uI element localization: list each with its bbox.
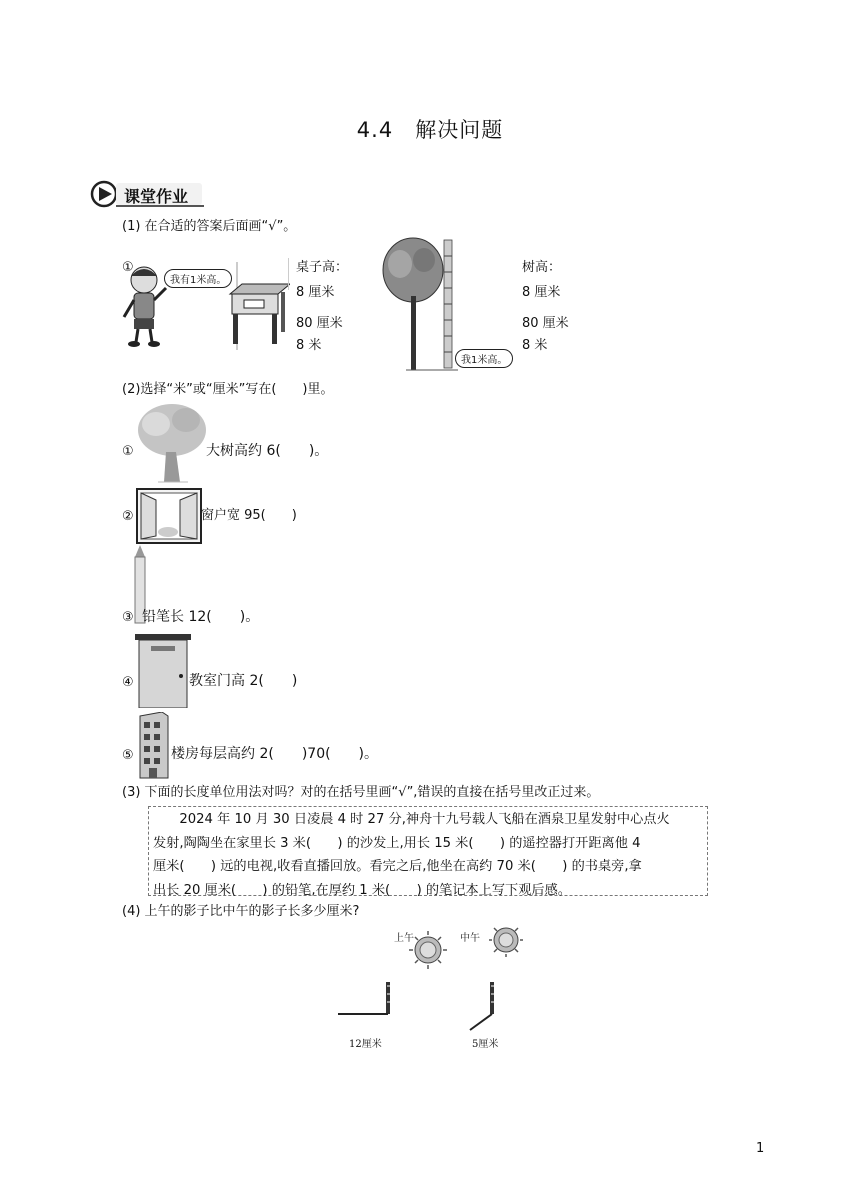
tree-option[interactable]: 8 米 [522,338,548,353]
q2-marker: ① [122,444,134,459]
q3-passage-line: 出长 20 厘米( ) 的铅笔,在厚约 1 米( ) 的笔记本上写下观后感。 [153,882,571,898]
q2-item-text: 大树高约 6( )。 [206,443,329,459]
q3-instruction: (3) 下面的长度单位用法对吗？对的在括号里画“√”,错误的直接在括号里改正过来。 [122,785,600,800]
q2-marker: ② [122,509,134,524]
tree-option[interactable]: 8 厘米 [522,285,561,300]
section-banner [90,180,210,210]
door-icon [135,634,191,708]
q2-item-text: 铅笔长 12( )。 [142,609,260,625]
q2-item-text: 窗户宽 95( ) [201,508,297,523]
q2-item-text: 教室门高 2( ) [189,673,298,689]
tree-icon [136,402,208,484]
tree-label: 树高： [522,260,562,275]
desk-option[interactable]: 8 厘米 [296,285,335,300]
q3-passage-box [148,806,708,896]
desk-illustration [228,282,290,348]
q1-marker: ① [122,260,134,275]
q2-item-text: 楼房每层高约 2( )70( )。 [171,746,379,762]
desk-label: 桌子高： [296,260,349,275]
building-icon [136,712,172,780]
page-number: 1 [756,1141,765,1156]
page-title: 4.4 解决问题 [356,118,504,142]
q1-instruction: (1) 在合适的答案后面画“√”。 [122,219,297,234]
q2-marker: ④ [122,675,134,690]
noon-shadow-length: 5厘米 [472,1039,499,1050]
boy-speech-bubble: 我有1米高。 [164,269,232,288]
section-label: 课堂作业 [124,187,189,206]
window-icon [136,488,202,544]
sun-icon [409,931,447,969]
q3-passage-line: 发射,陶陶坐在家里长 3 米( ) 的沙发上,用长 15 米( ) 的遥控器打开距离他 4 [153,835,641,851]
noon-label: 中午 [460,933,480,944]
desk-option[interactable]: 80 厘米 [296,316,343,331]
desk-option[interactable]: 8 米 [296,338,322,353]
morning-shadow-length: 12厘米 [349,1039,382,1050]
q2-marker: ⑤ [122,748,134,763]
q3-passage-line: 厘米( ) 远的电视,收看直播回放。看完之后,他坐在高约 70 米( ) 的书桌旁,拿 [153,859,642,874]
sun-icon [489,926,523,957]
q3-passage-line: 2024 年 10 月 30 日凌晨 4 时 27 分,神舟十九号载人飞船在酒泉卫星发射中心点火 [153,812,670,827]
tree-speech-bubble: 我1米高。 [455,349,513,368]
q4-instruction: (4) 上午的影子比中午的影子长多少厘米? [122,904,360,919]
q2-marker: ③ [122,610,134,625]
q2-instruction: (2)选择“米”或“厘米”写在( )里。 [122,382,334,397]
morning-label: 上午 [394,933,414,944]
tree-illustration [378,236,468,372]
tree-option[interactable]: 80 厘米 [522,316,569,331]
